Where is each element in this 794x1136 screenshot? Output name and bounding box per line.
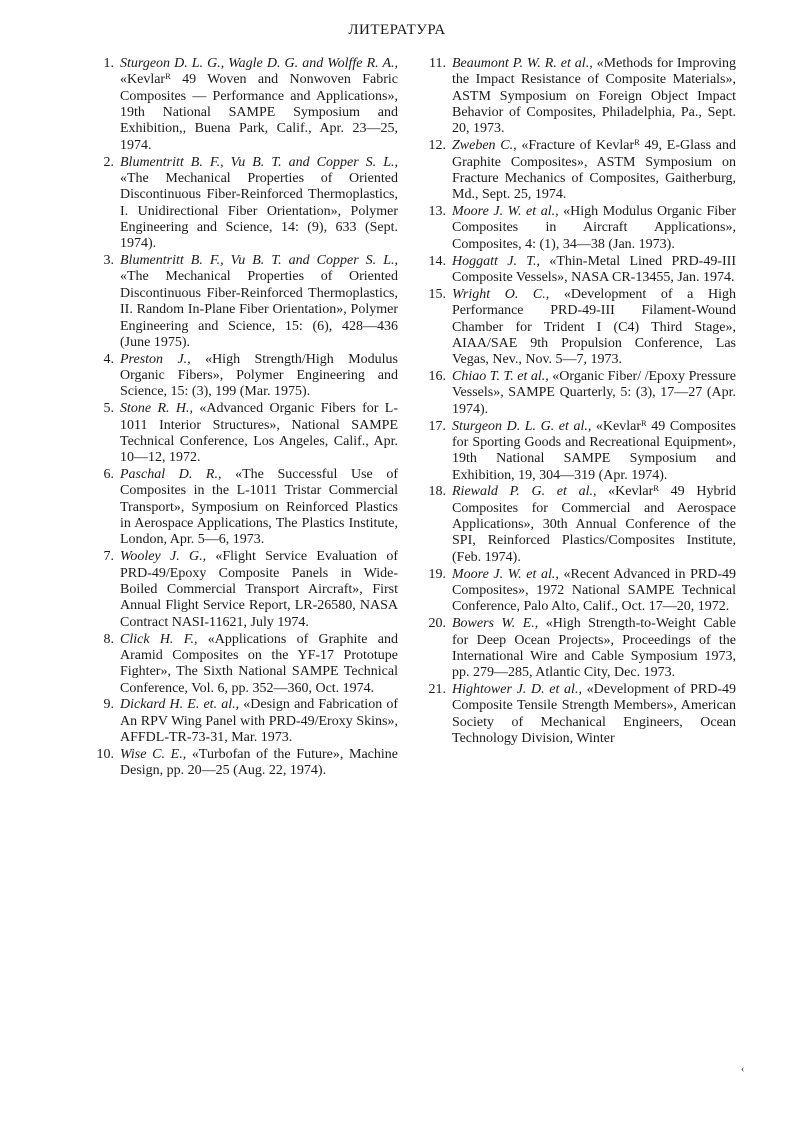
reference-number: 4. — [103, 351, 114, 367]
reference-text: «The Mechanical Properties of Oriented Discontinuous Fiber-Reinforced Thermoplastics, I. Unidirectional Fiber Orientation», Polymer Engineering and Science, 14: (9), 633 (Sept. 1974). — [120, 170, 398, 252]
reference-number: 6. — [103, 467, 114, 483]
reference-authors: Bowers W. E., — [452, 616, 539, 632]
reference-authors: Moore J. W. et al., — [452, 204, 559, 220]
reference-authors: Chiao T. T. et al., — [452, 369, 549, 385]
reference-number: 20. — [428, 616, 446, 632]
reference-item — [420, 204, 736, 253]
reference-text: «Applications of Graphite and Aramid Composites on the YF-17 Prototupe Fighter», The Sixth National SAMPE Technical Conference, Vol. 6, pp. 352—360, Oct. 1974. — [120, 631, 398, 696]
reference-authors: Preston J., — [120, 351, 191, 367]
reference-number: 12. — [428, 138, 446, 154]
reference-item — [88, 467, 398, 549]
page-title: ЛИТЕРАТУРА — [348, 22, 446, 38]
reference-text: «High Modulus Organic Fiber Composites in Aircraft Applications», Composites, 4: (1), 34—38 (Jan. 1973). — [452, 204, 736, 252]
margin-mark: ‹ — [741, 1064, 745, 1075]
reference-number: 16. — [428, 369, 446, 385]
reference-item — [420, 56, 736, 138]
reference-item — [420, 254, 736, 287]
reference-number: 19. — [428, 566, 446, 582]
reference-text: «Organic Fiber/ /Epoxy Pressure Vessels», SAMPE Quarterly, 5: (3), 17—27 (Apr. 1974). — [452, 369, 736, 417]
reference-number: 9. — [103, 697, 114, 713]
reference-item — [88, 632, 398, 697]
reference-number: 8. — [103, 631, 114, 647]
reference-number: 21. — [428, 682, 446, 698]
reference-item — [420, 369, 736, 418]
reference-item — [420, 287, 736, 369]
reference-authors: Blumentritt B. F., Vu B. T. and Copper S. L., — [120, 154, 398, 170]
reference-text: «Methods for Improving the Impact Resistance of Composite Materials», ASTM Symposium on Foreign Object Impact Behavior of Composites, Philadelphia, Pa., Sept. 20, 1973. — [452, 56, 736, 137]
references-left-column — [88, 56, 398, 780]
reference-item — [88, 352, 398, 401]
reference-number: 5. — [103, 401, 114, 417]
reference-text: «Thin-Metal Lined PRD-49-III Composite Vessels», NASA CR-13455, Jan. 1974. — [452, 253, 736, 285]
reference-item — [420, 484, 736, 566]
reference-number: 10. — [96, 746, 114, 762]
reference-number: 14. — [428, 253, 446, 269]
reference-item — [420, 138, 736, 203]
reference-authors: Sturgeon D. L. G., Wagle D. G. and Wolffe R. A., — [120, 56, 398, 71]
reference-number: 2. — [103, 154, 114, 170]
reference-authors: Zweben C., — [452, 138, 517, 154]
reference-number: 17. — [428, 418, 446, 434]
reference-text: «Advanced Organic Fibers for L-1011 Interior Structures», National SAMPE Technical Conference, Los Angeles, Calif., Apr. 10—12, 1972. — [120, 401, 398, 466]
reference-text: «Fracture of Kevlarᴿ 49, E-Glass and Graphite Composites», ASTM Symposium on Fracture Mechanics of Composites, Gaitherburg, Md., Sept. 25, 1974. — [452, 138, 737, 203]
reference-text: «Design and Fabrication of An RPV Wing Panel with PRD-49/Eroxy Skins», AFFDL-TR-73-31, Mar. 1973. — [120, 697, 398, 746]
reference-number: 1. — [103, 56, 114, 71]
reference-number: 7. — [103, 549, 114, 565]
reference-authors: Paschal D. R., — [120, 467, 222, 483]
reference-number: 3. — [103, 253, 114, 269]
reference-item — [88, 697, 398, 746]
reference-authors: Beaumont P. W. R. et al., — [452, 56, 593, 71]
reference-authors: Wooley J. G., — [120, 549, 207, 565]
reference-text: «Development of PRD-49 Composite Tensile Strength Members», American Society of Mechanical Engineers, Ocean Technology Division, Winter — [452, 682, 736, 747]
reference-authors: Blumentritt B. F., Vu B. T. and Copper S. L., — [120, 253, 398, 269]
reference-item — [88, 253, 398, 351]
reference-text: «The Mechanical Properties of Oriented Discontinuous Fiber-Reinforced Thermoplastics, II. Random In-Plane Fiber Orientation», Polymer Engineering and Science, 15: (6), 428—436 (June 1975). — [120, 269, 398, 350]
references-right-column — [420, 56, 736, 748]
reference-item — [88, 549, 398, 631]
reference-item — [88, 155, 398, 253]
reference-text: «The Successful Use of Composites in the L-1011 Tristar Commercial Transport», Symposium on Reinforced Plastics in Aerospace Applications, The Plastics Institute, London, Apr. 5—6, 1973. — [120, 467, 398, 548]
reference-item — [420, 567, 736, 616]
reference-item — [88, 747, 398, 780]
reference-text: «High Strength/High Modulus Organic Fibers», Polymer Engineering and Science, 15: (3), 199 (Mar. 1975). — [120, 351, 398, 400]
reference-text: «High Strength-to-Weight Cable for Deep Ocean Projects», Proceedings of the International Wire and Cable Symposium 1973, pp. 279—285, Atlantic City, Dec. 1973. — [452, 616, 736, 681]
reference-item — [420, 419, 736, 484]
reference-number: 15. — [428, 286, 446, 302]
reference-text: «Recent Advanced in PRD-49 Composites», 1972 National SAMPE Technical Conference, Palo Alto, Calif., Oct. 17—20, 1972. — [452, 566, 736, 615]
reference-authors: Riewald P. G. et al., — [452, 484, 597, 500]
reference-authors: Stone R. H., — [120, 401, 194, 417]
reference-number: 18. — [428, 484, 446, 500]
reference-authors: Hightower J. D. et al., — [452, 682, 582, 698]
reference-item — [88, 56, 398, 154]
reference-authors: Hoggatt J. T., — [452, 253, 541, 269]
reference-authors: Sturgeon D. L. G. et al., — [452, 418, 592, 434]
reference-number: 11. — [429, 56, 446, 71]
reference-text: «Flight Service Evaluation of PRD-49/Epoxy Composite Panels in Wide-Boiled Commercial Transport Aircraft», First Annual Flight Service Report, LR-26580, NASA Contract NASI-11621, July 1974. — [120, 549, 398, 630]
reference-authors: Wright O. C., — [452, 286, 550, 302]
reference-text: «Turbofan of the Future», Machine Design, pp. 20—25 (Aug. 22, 1974). — [120, 746, 398, 779]
reference-authors: Moore J. W. et al., — [452, 566, 559, 582]
reference-text: «Development of a High Performance PRD-49-III Filament-Wound Chamber for Trident I (C4) Third Stage», AIAA/SAE 9th Propulsion Conference, Las Vegas, Nev., Nov. 5—7, 1973. — [452, 286, 736, 368]
reference-authors: Dickard H. E. et. al., — [120, 697, 240, 713]
reference-item — [420, 682, 736, 747]
reference-authors: Wise C. E., — [120, 746, 187, 762]
reference-text: «Kevlarᴿ 49 Woven and Nonwoven Fabric Composites — Performance and Applications», 19th National SAMPE Symposium and Exhibition,, Buena Park, Calif., Apr. 23—25, 1974. — [120, 72, 398, 153]
reference-item — [420, 616, 736, 681]
reference-number: 13. — [428, 204, 446, 220]
reference-item — [88, 401, 398, 466]
reference-text: «Kevlarᴿ 49 Composites for Sporting Goods and Recreational Equipment», 19th National SAMPE Symposium and Exhibition, 19, 304—319 (Apr. 1974). — [452, 418, 736, 483]
reference-authors: Click H. F., — [120, 631, 198, 647]
reference-text: «Kevlarᴿ 49 Hybrid Composites for Commercial and Aerospace Applications», 30th Annual Conference of the SPI, Reinforced Plastics/Composites Institute, (Feb. 1974). — [452, 484, 736, 565]
